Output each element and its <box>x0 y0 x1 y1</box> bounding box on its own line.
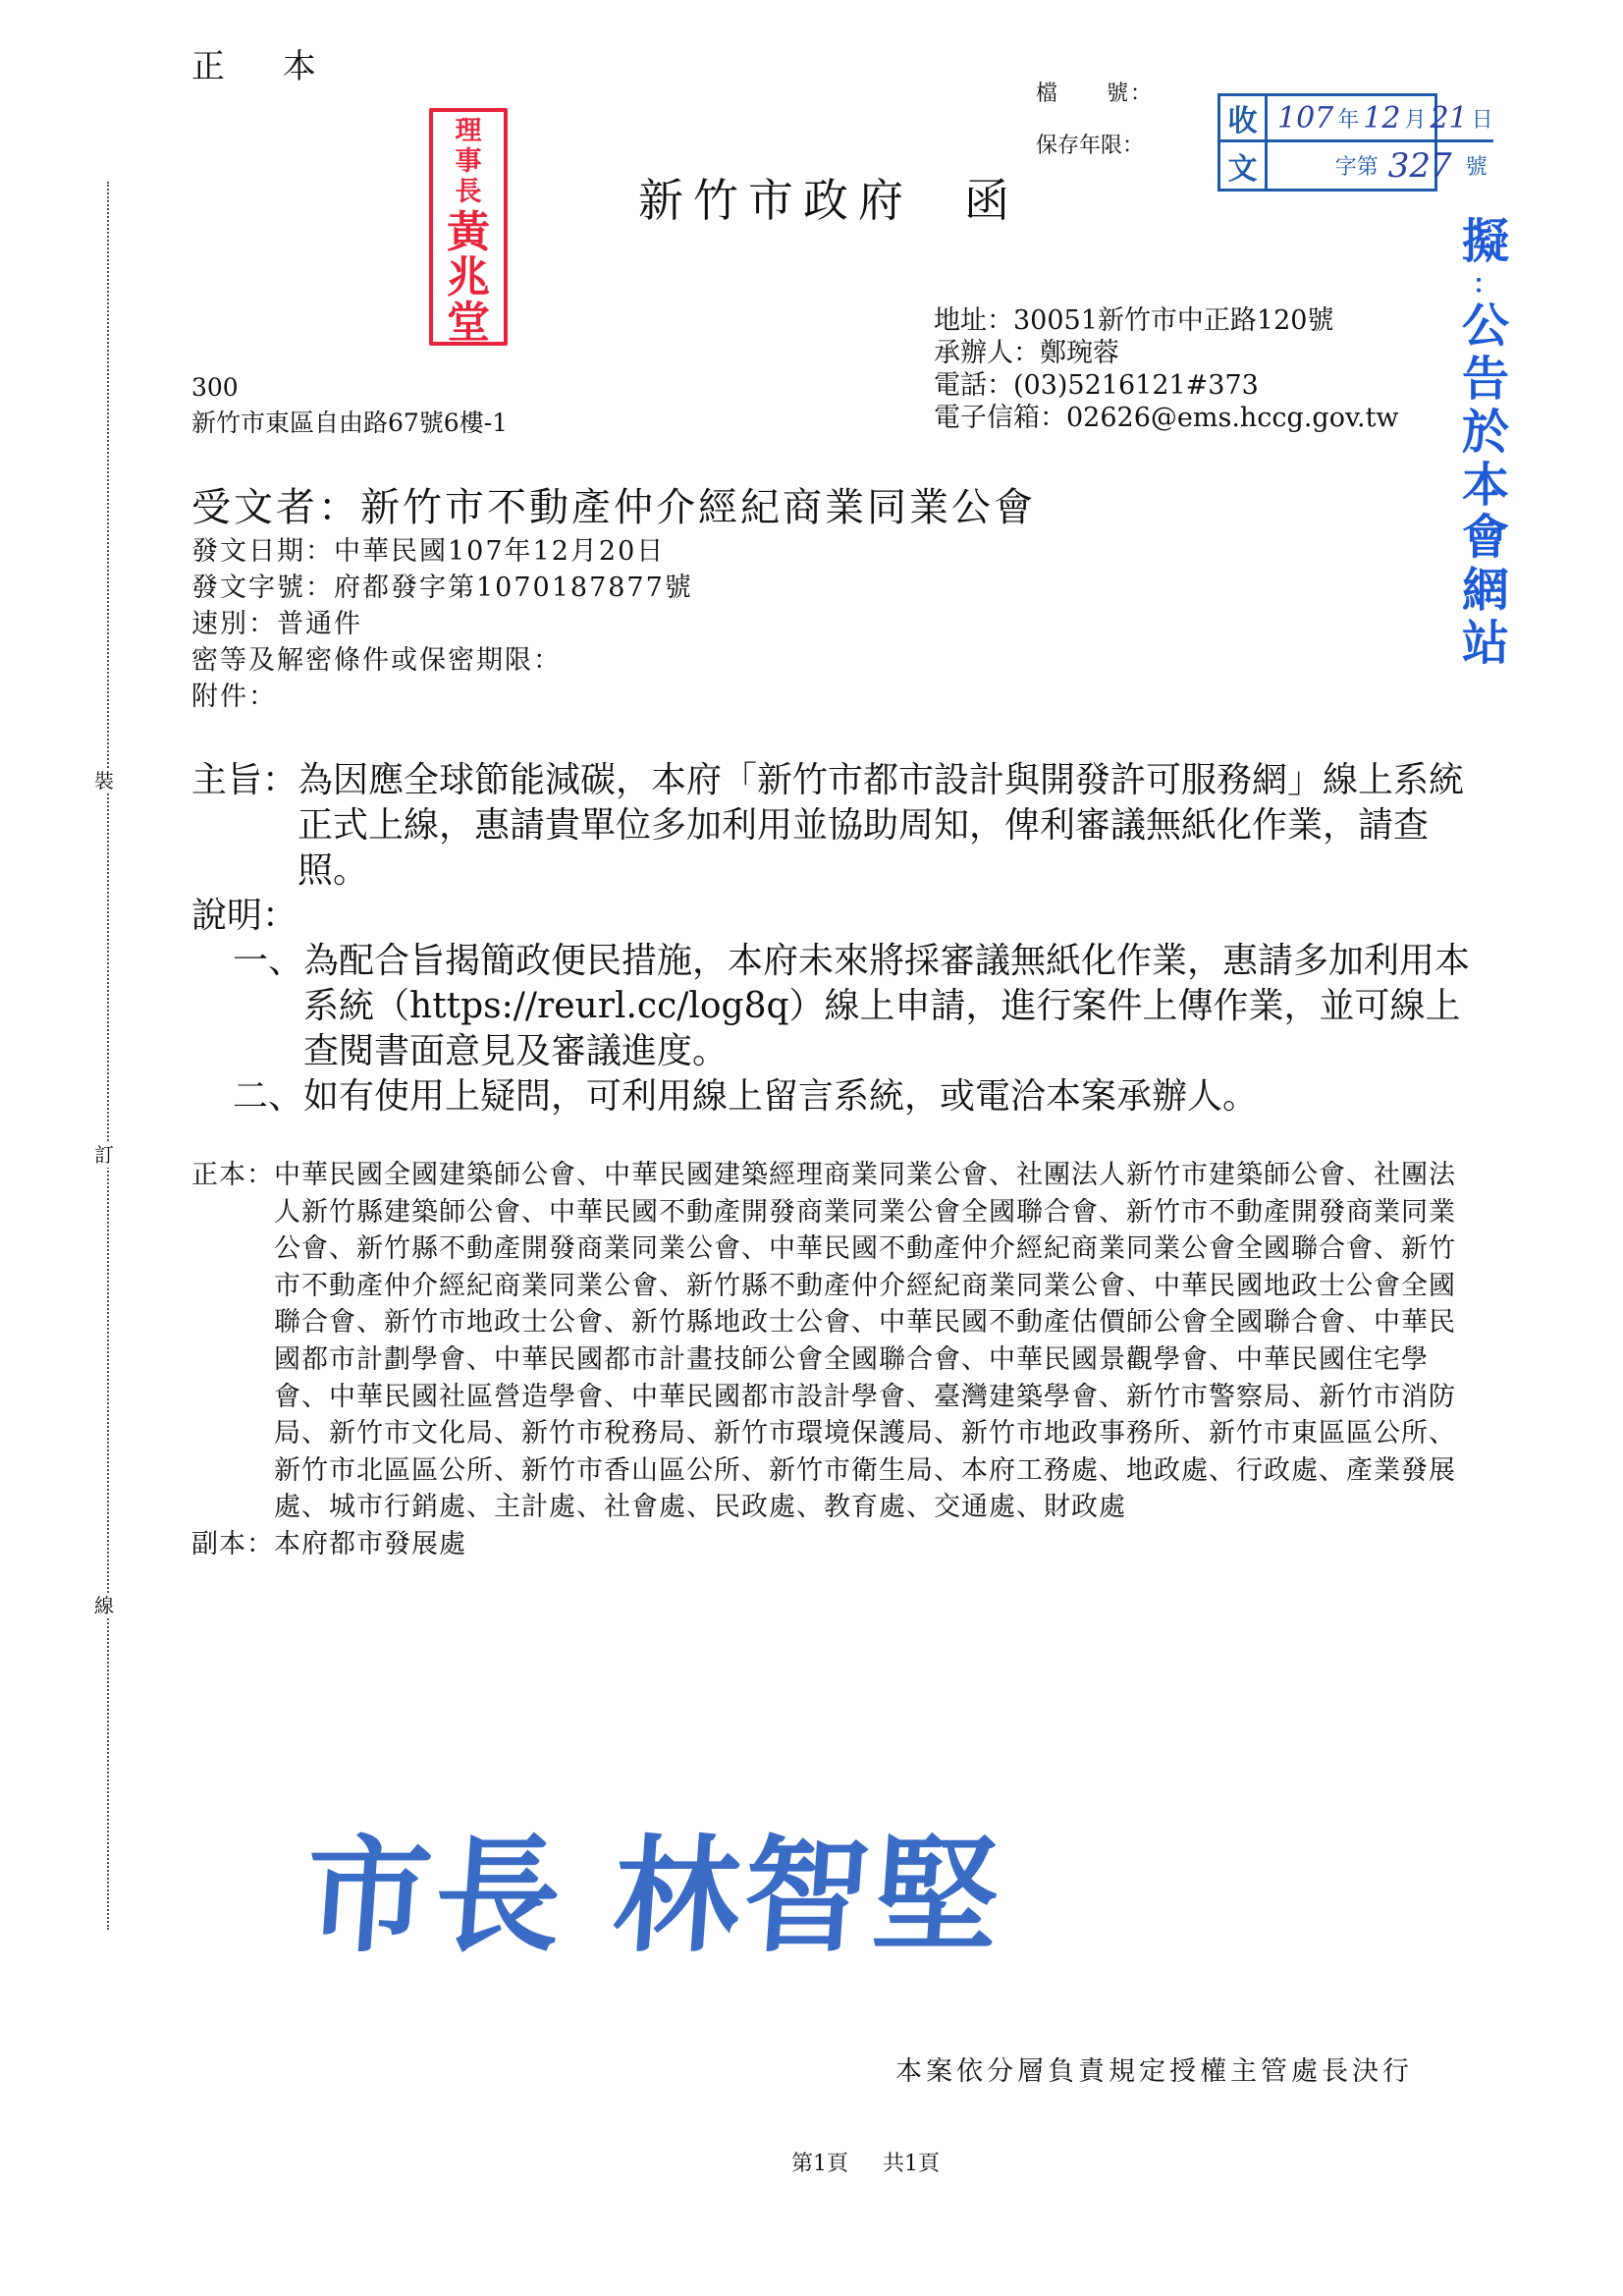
receipt-day-unit: 日 <box>1471 107 1493 133</box>
document-title <box>638 165 1019 230</box>
recipient-line: 受文者：新竹市不動產仲介經紀商業同業公會 <box>191 485 1036 530</box>
delegation-note: 本案依分層負責規定授權主管處長決行 <box>895 2056 1413 2087</box>
seal-char: 事 <box>455 146 482 177</box>
explanation-item <box>233 939 1478 1074</box>
seal-char: 堂 <box>447 298 490 348</box>
sender-address: 地址：30051新竹市中正路120號 <box>934 305 1334 336</box>
receipt-month: 12 <box>1363 100 1401 136</box>
binding-mark: 訂 <box>94 1143 114 1167</box>
annotation-char: 公 <box>1461 299 1509 355</box>
sender-phone: 電話：(03)5216121#373 <box>934 370 1259 401</box>
explanation-label: 說明： <box>191 896 298 936</box>
handwritten-annotation <box>1451 216 1520 671</box>
copy-recipients <box>191 1526 1468 1563</box>
explanation-item <box>233 1074 1478 1120</box>
subject-text: 為因應全球節能減碳，本府「新竹市都市設計與開發許可服務網」線上系統正式上線，惠請貴單位多加利用並協助周知，俾利審議無紙化作業，請查照。 <box>298 760 1465 891</box>
signature-title: 市長 <box>299 1823 570 1970</box>
receipt-number-unit: 號 <box>1465 155 1488 180</box>
binding-dotted-line <box>107 182 109 1930</box>
sender-email: 電子信箱：02626@ems.hccg.gov.tw <box>934 403 1399 433</box>
item-number: 二、 <box>233 1076 304 1117</box>
delivery-speed: 速別：普通件 <box>191 609 362 639</box>
annotation-char: 會 <box>1461 510 1509 566</box>
receipt-day: 21 <box>1430 100 1468 136</box>
document-type: 函 <box>964 174 1019 227</box>
annotation-char: 擬 <box>1461 214 1509 269</box>
receipt-number <box>1268 142 1493 189</box>
item-text: 為配合旨揭簡政便民措施，本府未來將採審議無紙化作業，惠請多加利用本系統（https://reurl.cc/log8q）線上申請，進行案件上傳作業，並可線上查閱書面意見及審議進度。 <box>303 941 1471 1071</box>
annotation-separator: ： <box>1472 269 1498 300</box>
annotation-char: 本 <box>1461 457 1509 513</box>
seal-name <box>447 207 490 348</box>
receipt-year-unit: 年 <box>1337 107 1360 133</box>
signature-name: 林智堅 <box>609 1823 1008 1970</box>
primary-text: 中華民國全國建築師公會、中華民國建築經理商業同業公會、社團法人新竹市建築師公會、社團法人新竹縣建築師公會、中華民國不動產開發商業同業公會全國聯合會、新竹市不動產開發商業同業公會、新竹縣不動產開發商業同業公會、中華民國不動產仲介經紀商業同業公會全國聯合會、新竹市不動產仲介經紀商業同業公會、新竹縣不動產仲介經紀商業同業公會、中華民國地政士公會全國聯合會、新竹市地政士公會、新竹縣地政士公會、中華民國不動產估價師公會全國聯合會、中華民國都市計劃學會、中華民國都市計畫技師公會全國聯合會、中華民國景觀學會、中華民國住宅學會、中華民國社區營造學會、中華民國都市設計學會、臺灣建築學會、新竹市警察局、新竹市消防局、新竹市文化局、新竹市稅務局、新竹市環境保護局、新竹市地政事務所、新竹市東區區公所、新竹市北區區公所、新竹市香山區公所、新竹市衛生局、本府工務處、地政處、行政處、產業發展處、城市行銷處、主計處、社會處、民政處、教育處、交通處、財政處 <box>274 1160 1456 1523</box>
seal-char: 兆 <box>447 252 490 302</box>
issue-number: 發文字號：府都發字第1070187877號 <box>191 573 693 603</box>
file-number-label: 檔 號： <box>1036 82 1155 106</box>
receipt-month-unit: 月 <box>1404 107 1427 133</box>
chairman-seal-stamp <box>429 108 508 346</box>
receipt-year: 107 <box>1277 100 1334 136</box>
seal-char: 理 <box>455 116 482 146</box>
binding-mark: 裝 <box>94 769 114 793</box>
receipt-label-top: 收 <box>1220 96 1268 142</box>
seal-char: 長 <box>455 177 482 207</box>
subject-label: 主旨： <box>191 760 298 800</box>
recipient-postal-code: 300 <box>191 373 239 402</box>
receipt-date <box>1268 96 1493 142</box>
item-text: 如有使用上疑問，可利用線上留言系統，或電洽本案承辦人。 <box>303 1076 1259 1117</box>
seal-title <box>456 118 482 209</box>
secrecy-level: 密等及解密條件或保密期限： <box>191 645 562 676</box>
sender-handler: 承辦人：鄭琬蓉 <box>934 338 1119 368</box>
primary-recipients <box>191 1157 1468 1526</box>
sender-contact-block <box>934 304 1399 434</box>
annotation-char: 網 <box>1461 563 1509 618</box>
receipt-number-value: 327 <box>1387 145 1452 186</box>
distribution-list <box>191 1157 1468 1563</box>
item-number: 一、 <box>233 941 304 981</box>
explanation-items <box>233 939 1478 1120</box>
letter-body <box>191 758 1478 1120</box>
issue-date: 發文日期：中華民國107年12月20日 <box>191 536 666 567</box>
copy-label: 副本： <box>191 1528 274 1559</box>
receipt-number-prefix: 字第 <box>1334 155 1379 180</box>
document-info-block <box>191 533 693 715</box>
mayor-signature <box>300 1795 1010 1976</box>
retention-period-label: 保存年限： <box>1036 134 1145 158</box>
annotation-char: 於 <box>1461 404 1509 460</box>
copy-text: 本府都市發展處 <box>274 1528 466 1559</box>
page-number: 第1頁 共1頁 <box>791 2152 940 2176</box>
recipient-address-block <box>191 370 508 441</box>
annotation-char: 站 <box>1461 615 1509 671</box>
seal-char: 黃 <box>447 207 490 257</box>
receipt-stamp <box>1217 93 1493 191</box>
issuing-agency: 新竹市政府 <box>638 174 913 227</box>
copy-type-mark: 正 本 <box>191 47 340 86</box>
receipt-label-bottom: 文 <box>1220 142 1268 189</box>
binding-mark: 線 <box>94 1594 114 1617</box>
subject-section <box>191 758 1478 894</box>
primary-label: 正本： <box>191 1160 274 1190</box>
annotation-char: 告 <box>1461 352 1509 407</box>
recipient-street: 新竹市東區自由路67號6樓-1 <box>191 409 509 437</box>
attachments: 附件： <box>191 682 277 712</box>
